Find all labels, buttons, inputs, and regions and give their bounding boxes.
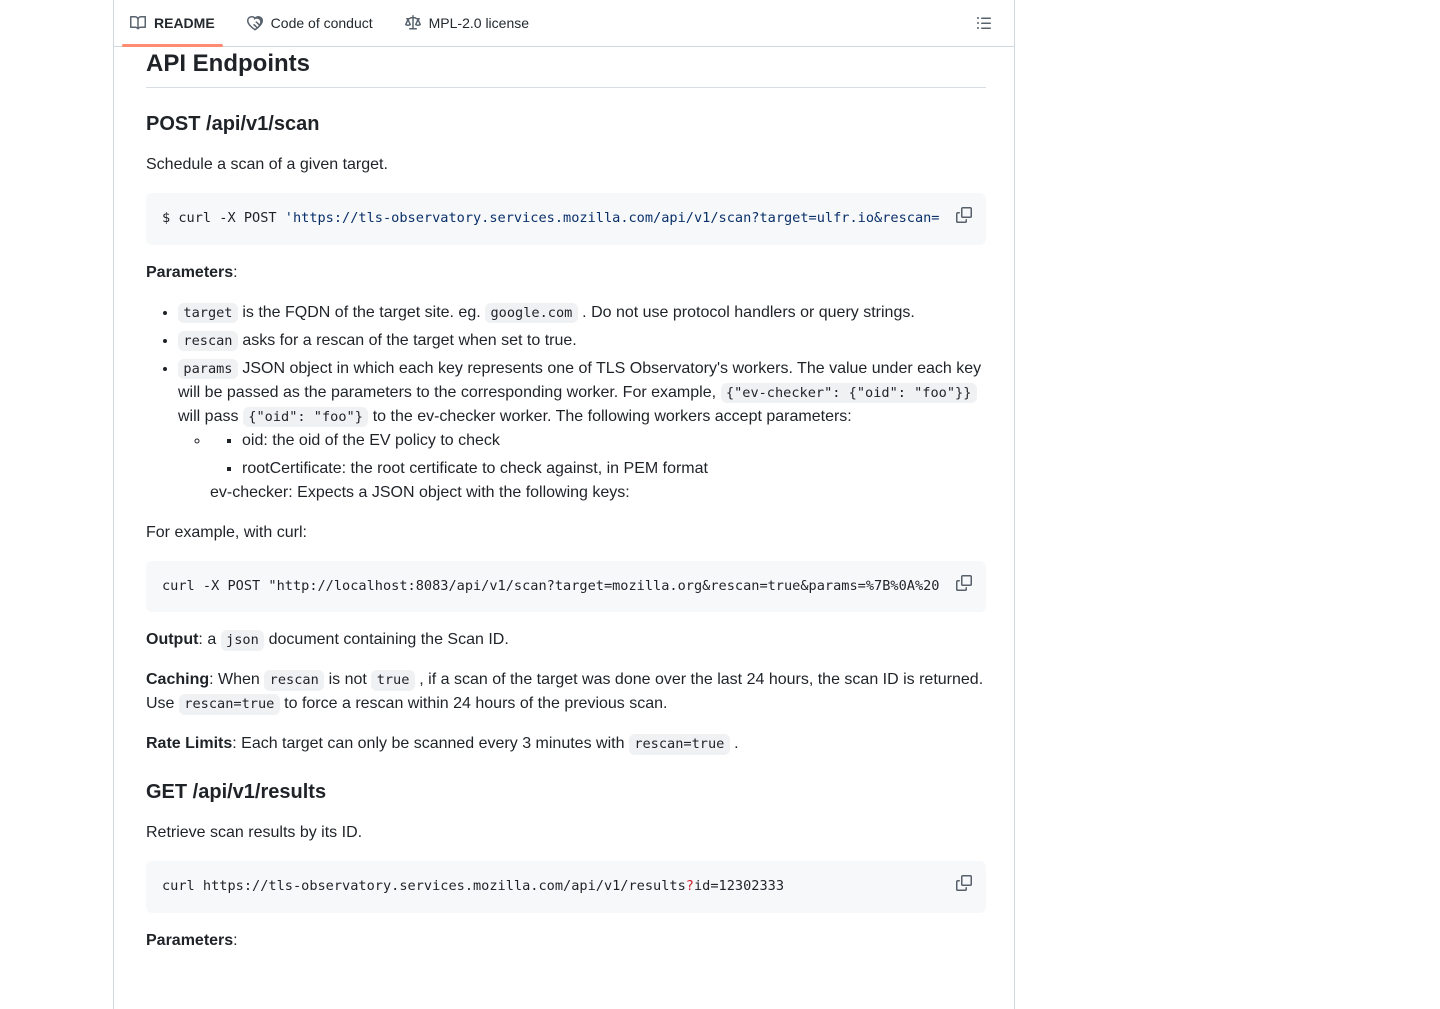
inline-code: json — [221, 630, 265, 650]
list-item: ▪ ◦ oid: the oid of the EV policy to check ▪ rootCertificate: the root certificate to check against, in PEM format ev-checker: Expects a JSON object with the following keys: — [210, 429, 986, 505]
list-item: • rescan asks for a rescan of the target when set to true. — [178, 329, 986, 353]
bold-text: Parameters — [146, 263, 234, 281]
copy-button[interactable] — [950, 201, 978, 229]
inline-code: {"ev-checker": {"oid": "foo"}} — [721, 383, 977, 403]
code-block-scan[interactable]: $ curl -X POST 'https://tls-observatory.services.mozilla.com/api/v1/scan?target=ulfr.io&rescan= — [146, 193, 986, 245]
inline-code: target — [178, 303, 238, 323]
readme-tab-bar — [114, 0, 1014, 47]
tab-code-of-conduct-label: Code of conduct — [270, 15, 373, 31]
code-string: 'https://tls-observatory.services.mozilla.com/api/v1/scan?target=ulfr.io&rescan= — [284, 210, 940, 226]
nested-list — [210, 429, 986, 481]
code-block-curl-example[interactable]: curl -X POST "http://localhost:8083/api/v1/scan?target=mozilla.org&rescan=true&params=%7B%0A%20 — [146, 561, 986, 613]
tab-license-label: MPL-2.0 license — [428, 15, 530, 31]
get-results-intro: Retrieve scan results by its ID. — [146, 824, 363, 842]
output-paragraph: Output: a json document containing the Scan ID. — [146, 628, 986, 652]
post-scan-intro: Schedule a scan of a given target. — [146, 156, 388, 173]
tab-readme[interactable] — [122, 0, 223, 46]
list-item: ▪ ◦ oid: the oid of the EV policy to check — [242, 429, 986, 453]
list-item: ▪ rootCertificate: the root certificate to check against, in PEM format — [242, 457, 986, 481]
copy-button[interactable] — [950, 569, 978, 597]
list-item-text: params JSON object in which each key represents one of TLS Observatory's workers. The value under each key will be passed as the parameters to the corresponding worker. For example, {"ev-checker": {"oid": "foo"}} will pass {"oid": "foo"} to the ev-checker worker. The following workers accept parameters: — [178, 360, 981, 425]
list-item — [178, 357, 986, 505]
inline-code: true — [371, 670, 415, 690]
book-icon — [130, 15, 146, 31]
tab-code-of-conduct[interactable] — [239, 0, 381, 46]
copy-icon — [956, 575, 972, 591]
inline-code: rescan=true — [179, 694, 280, 714]
caching-paragraph: Caching: When rescan is not true , if a scan of the target was done over the last 24 hours, the scan ID is returned. Use rescan=true to force a rescan within 24 hours of the previous scan. — [146, 668, 986, 716]
inline-code: rescan — [264, 670, 324, 690]
inline-code: params — [178, 359, 238, 379]
rate-limits-paragraph: Rate Limits: Each target can only be scanned every 3 minutes with rescan=true . — [146, 732, 986, 756]
copy-button[interactable] — [950, 869, 978, 897]
list-unordered-icon — [976, 15, 992, 31]
code-block-results[interactable]: curl https://tls-observatory.services.mozilla.com/api/v1/results?id=12302333 — [146, 861, 986, 913]
parameters-label: Parameters: — [146, 263, 238, 281]
inline-code: rescan=true — [629, 734, 730, 754]
tab-license[interactable] — [397, 0, 537, 46]
nested-list — [178, 429, 986, 505]
bold-text: Output — [146, 631, 199, 649]
inline-code: google.com — [485, 303, 578, 323]
list-item: • target is the FQDN of the target site. eg. google.com . Do not use protocol handlers or query strings. — [178, 301, 986, 325]
readme-content — [114, 47, 1014, 1009]
readme-panel — [113, 0, 1015, 1009]
outline-button[interactable] — [970, 9, 998, 37]
parameters-label: Parameters: — [146, 932, 238, 950]
post-scan-heading: POST /api/v1/scan — [146, 113, 320, 135]
inline-code: {"oid": "foo"} — [243, 407, 368, 427]
code-highlight: ? — [685, 878, 694, 895]
curl-example-intro: For example, with curl: — [146, 523, 307, 541]
inline-code: rescan — [178, 331, 238, 351]
bold-text: Caching — [146, 671, 210, 689]
law-icon — [405, 15, 421, 31]
page-title: API Endpoints — [146, 49, 986, 88]
bold-text: Rate Limits — [146, 735, 233, 753]
get-results-heading: GET /api/v1/results — [146, 781, 327, 804]
tab-readme-label: README — [154, 15, 215, 31]
parameters-list — [146, 301, 986, 505]
copy-icon — [956, 207, 972, 223]
code-of-conduct-icon — [247, 15, 263, 31]
bold-text: Parameters — [146, 932, 234, 950]
copy-icon — [956, 875, 972, 891]
